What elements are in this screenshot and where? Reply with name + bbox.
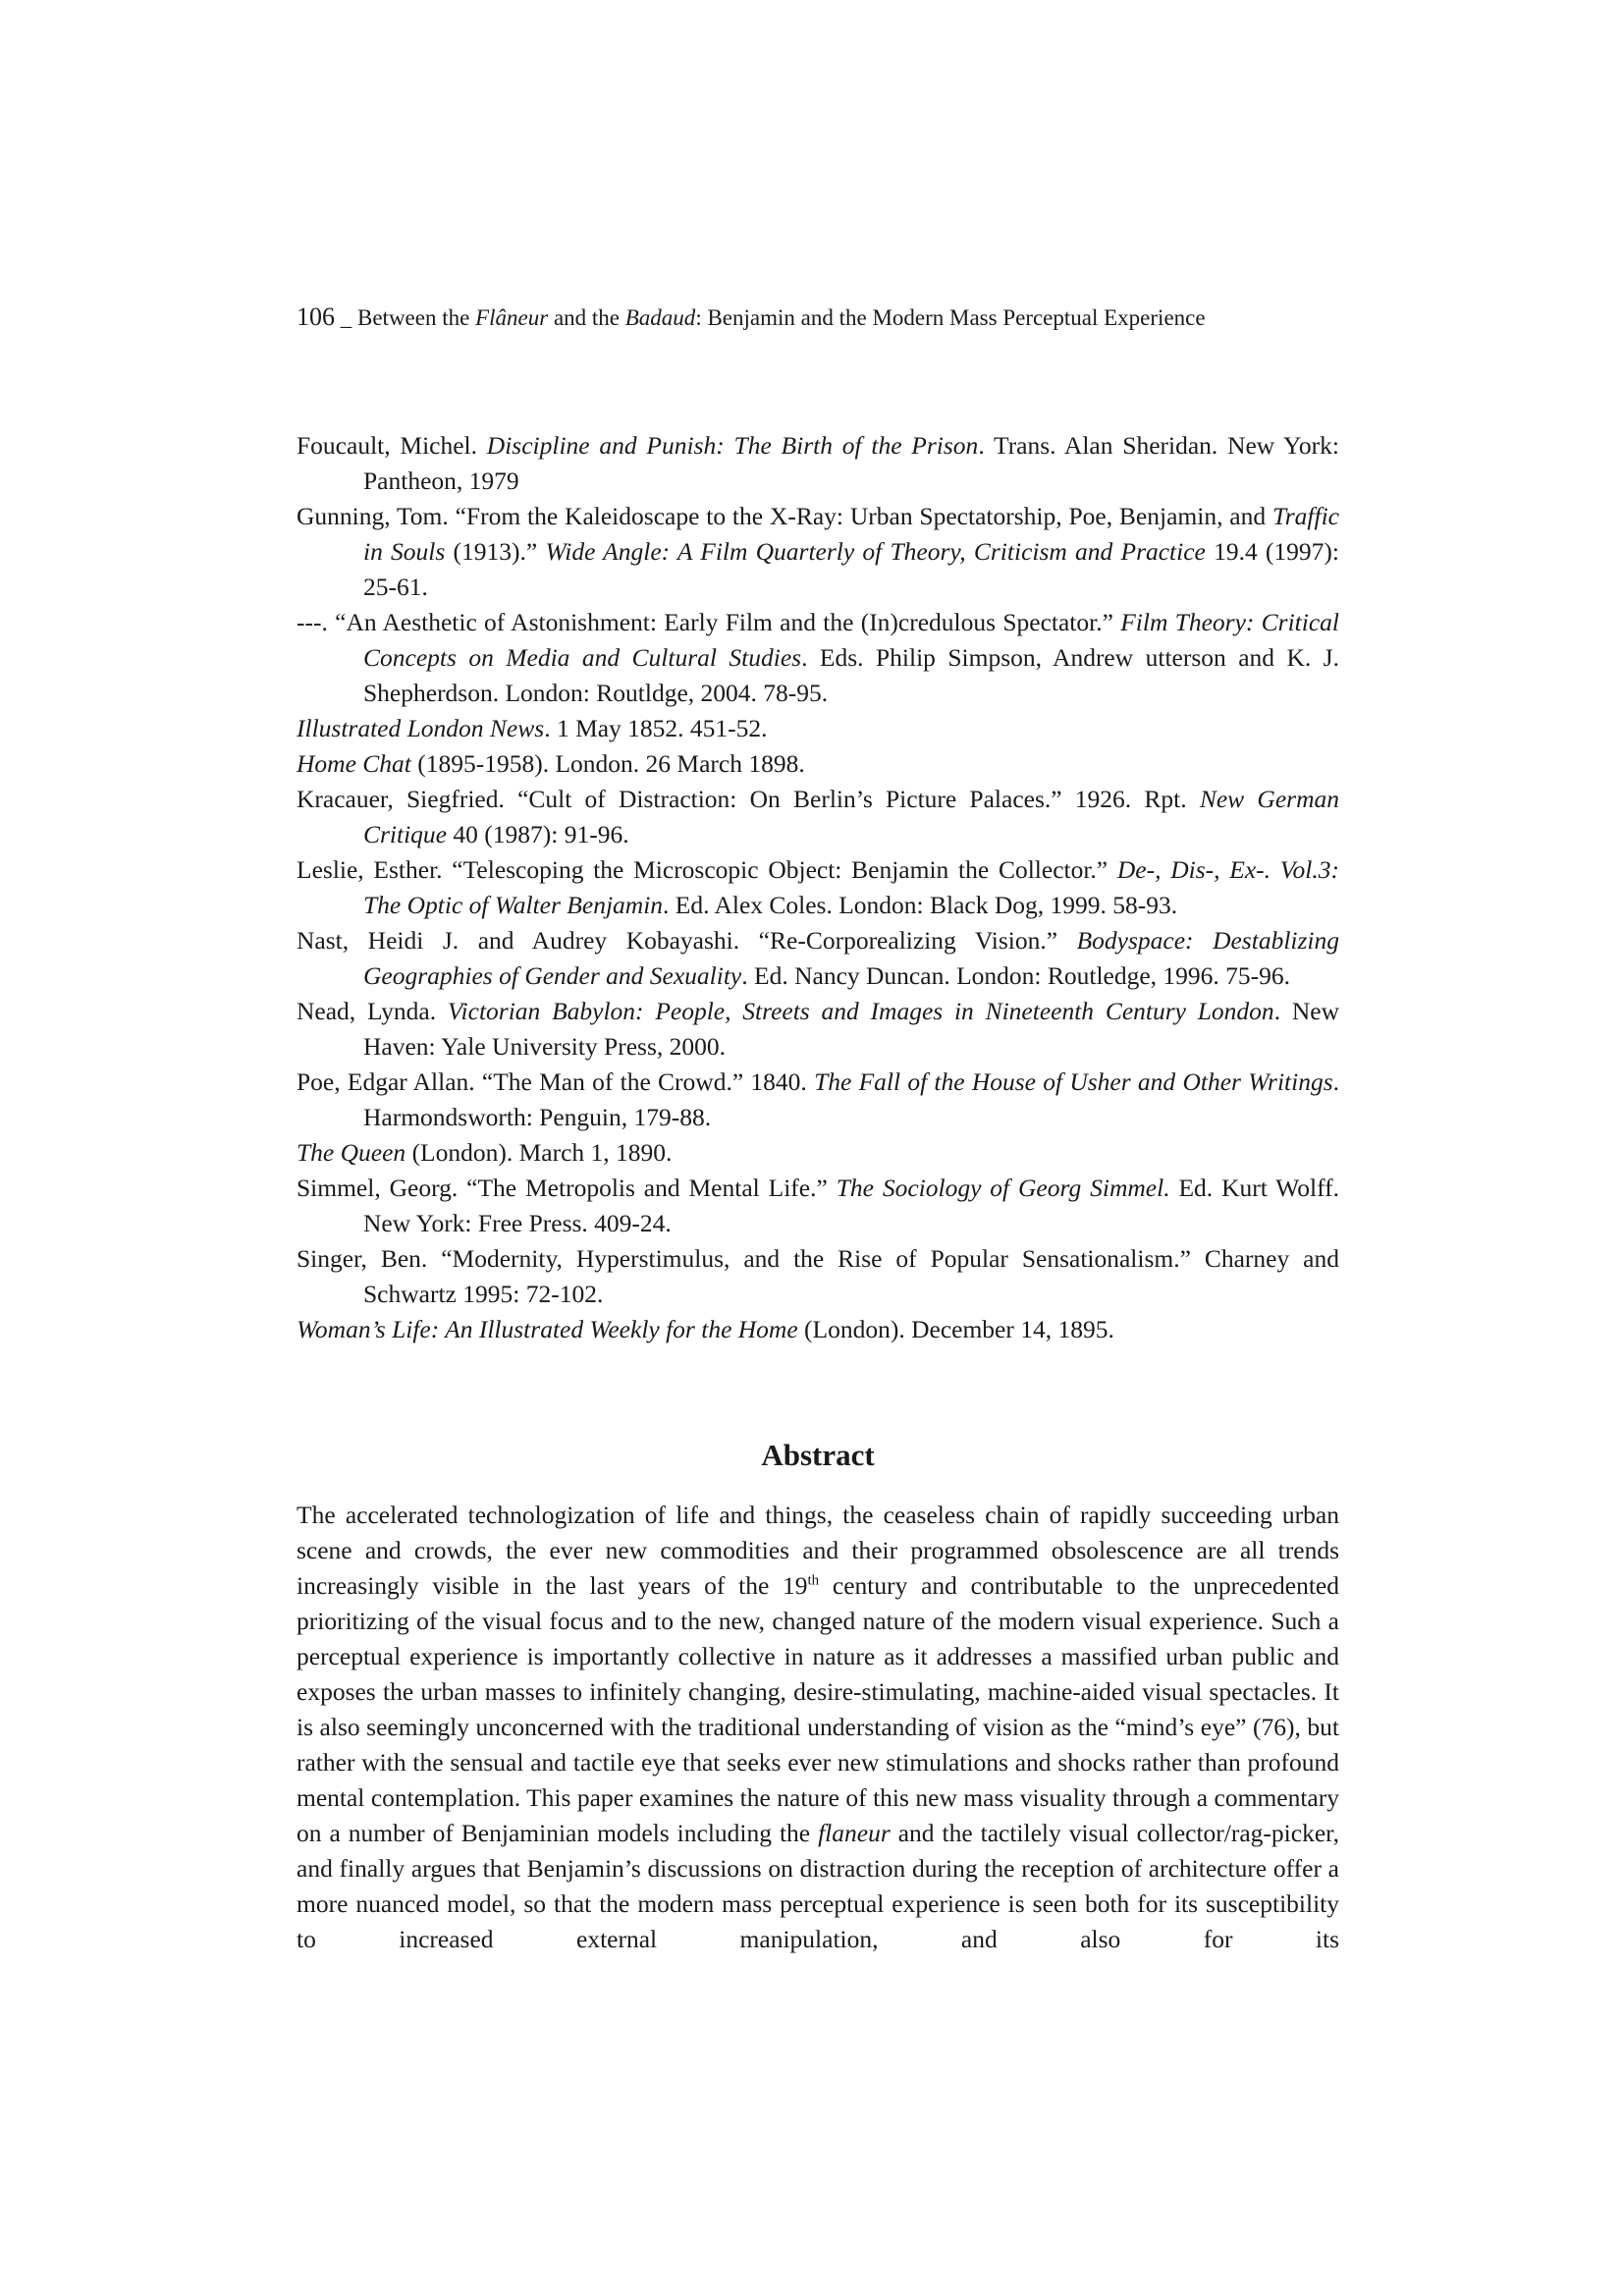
abstract-body bbox=[297, 1498, 1339, 1957]
reference-text: . Harmondsworth: Penguin, 179-88. bbox=[363, 1067, 1340, 1131]
abstract-text: century and contributable to the unprecedented prioritizing of the visual focus and to the new, changed nature of the modern visual experience. Such a perceptual experience is importantly collective in nature as it addresses a massified urban public and exposes the urban masses to infinitely changing, desire-stimulating, machine-aided visual spectacles. It is also seemingly unconcerned with the traditional understanding of vision as the “mind’s eye” (76), but rather with the sensual and tactile eye that seeks ever new stimulations and shocks rather than profound mental contemplation. This paper examines the nature of this new mass visuality through a commentary on a number of Benjaminian models including the bbox=[297, 1571, 1339, 1847]
reference-text: . Trans. Alan Sheridan. New York: Pantheon, 1979 bbox=[363, 431, 1339, 495]
reference-entry bbox=[297, 428, 1339, 499]
reference-text: Victorian Babylon: People, Streets and Images in Nineteenth Century London bbox=[447, 997, 1274, 1025]
reference-text: Simmel, Georg. “The Metropolis and Mental Life.” bbox=[297, 1174, 837, 1202]
reference-entry bbox=[297, 994, 1339, 1065]
references-list bbox=[297, 428, 1339, 1347]
reference-entry bbox=[297, 605, 1339, 711]
reference-entry bbox=[297, 1312, 1339, 1347]
running-head-separator: _ bbox=[335, 305, 357, 330]
reference-text: . 1 May 1852. 451-52. bbox=[544, 714, 768, 742]
reference-text: ---. “An Aesthetic of Astonishment: Early Film and the (In)credulous Spectator.” bbox=[297, 608, 1121, 636]
reference-text: Woman’s Life: An Illustrated Weekly for the Home bbox=[297, 1315, 798, 1343]
reference-entry bbox=[297, 1241, 1339, 1312]
reference-text: Nead, Lynda. bbox=[297, 997, 448, 1025]
reference-text: Gunning, Tom. “From the Kaleidoscape to the X-Ray: Urban Spectatorship, Poe, Benjamin, and bbox=[297, 502, 1272, 530]
reference-text: Traffic in Souls bbox=[363, 502, 1339, 566]
reference-entry bbox=[297, 923, 1339, 994]
abstract-text: th bbox=[807, 1572, 820, 1589]
reference-entry bbox=[297, 746, 1339, 782]
reference-text: . New Haven: Yale University Press, 2000. bbox=[363, 997, 1339, 1061]
running-head bbox=[297, 302, 1377, 332]
reference-text: Illustrated London News bbox=[297, 714, 545, 742]
reference-text: The Sociology of Georg Simmel. bbox=[836, 1174, 1170, 1202]
reference-text: Discipline and Punish: The Birth of the Prison bbox=[486, 431, 979, 460]
reference-entry bbox=[297, 1135, 1339, 1171]
reference-text: 40 (1987): 91-96. bbox=[447, 820, 629, 848]
reference-text: Film Theory: Critical Concepts on Media and Cultural Studies bbox=[363, 608, 1339, 672]
reference-text: Foucault, Michel. bbox=[297, 431, 487, 460]
reference-text: New German Critique bbox=[363, 785, 1339, 848]
reference-text: Nast, Heidi J. and Audrey Kobayashi. “Re-Corporealizing Vision.” bbox=[297, 926, 1077, 955]
reference-text: (1913).” bbox=[445, 537, 546, 566]
running-head-title-italic1: Flâneur bbox=[475, 305, 549, 330]
reference-text: (London). December 14, 1895. bbox=[797, 1315, 1114, 1343]
reference-text: Singer, Ben. “Modernity, Hyperstimulus, and the Rise of Popular Sensationalism.” Charney and Schwartz 1995: 72-102. bbox=[297, 1244, 1339, 1308]
abstract-heading: Abstract bbox=[761, 1438, 875, 1472]
abstract-text: flaneur bbox=[818, 1819, 891, 1847]
reference-text: De-, Dis-, Ex-. Vol.3: The Optic of Walter Benjamin bbox=[363, 855, 1340, 919]
reference-entry bbox=[297, 782, 1339, 852]
reference-entry bbox=[297, 499, 1339, 605]
reference-text: (London). March 1, 1890. bbox=[406, 1138, 673, 1167]
reference-text: Bodyspace: Destablizing Geographies of Gender and Sexuality bbox=[363, 926, 1339, 990]
reference-text: The Fall of the House of Usher and Other Writings bbox=[814, 1067, 1333, 1096]
reference-text: . Ed. Alex Coles. London: Black Dog, 1999. 58-93. bbox=[663, 891, 1178, 919]
reference-text: Ed. Kurt Wolff. New York: Free Press. 409-24. bbox=[363, 1174, 1339, 1237]
reference-text: Poe, Edgar Allan. “The Man of the Crowd.” 1840. bbox=[297, 1067, 815, 1096]
running-head-title-part2: and the bbox=[548, 305, 625, 330]
running-head-title-italic2: Badaud bbox=[624, 305, 696, 330]
page-number: 106 bbox=[297, 302, 335, 331]
reference-text: Kracauer, Siegfried. “Cult of Distraction: On Berlin’s Picture Palaces.” 1926. Rpt. bbox=[297, 785, 1200, 813]
reference-entry bbox=[297, 1171, 1339, 1241]
reference-entry bbox=[297, 1065, 1339, 1135]
reference-entry bbox=[297, 711, 1339, 746]
abstract-text: The accelerated technologization of life and things, the ceaseless chain of rapidly succeeding urban scene and crowds, the ever new commodities and their programmed obsolescence are all trends increasingly visible in the last years of the 19 bbox=[297, 1501, 1339, 1600]
reference-text: (1895-1958). London. 26 March 1898. bbox=[410, 749, 805, 778]
reference-text: Home Chat bbox=[297, 749, 411, 778]
reference-text: 19.4 (1997): 25-61. bbox=[363, 537, 1340, 601]
reference-text: . Ed. Nancy Duncan. London: Routledge, 1996. 75-96. bbox=[741, 961, 1291, 990]
running-head-title-part1: Between the bbox=[357, 305, 476, 330]
reference-text: Leslie, Esther. “Telescoping the Microscopic Object: Benjamin the Collector.” bbox=[297, 855, 1117, 884]
reference-text: . Eds. Philip Simpson, Andrew utterson and K. J. Shepherdson. London: Routldge, 2004. 78-95. bbox=[363, 643, 1339, 707]
reference-text: Wide Angle: A Film Quarterly of Theory, Criticism and Practice bbox=[545, 537, 1206, 566]
abstract-text: and the tactilely visual collector/rag-picker, and finally argues that Benjamin’s discussions on distraction during the reception of architecture offer a more nuanced model, so that the modern mass perceptual experience is seen both for its susceptibility to increased external manipulation, and also for its bbox=[297, 1819, 1339, 1953]
reference-text: The Queen bbox=[297, 1138, 406, 1167]
running-head-title-part3: : Benjamin and the Modern Mass Perceptual Experience bbox=[695, 305, 1206, 330]
reference-entry bbox=[297, 852, 1339, 923]
